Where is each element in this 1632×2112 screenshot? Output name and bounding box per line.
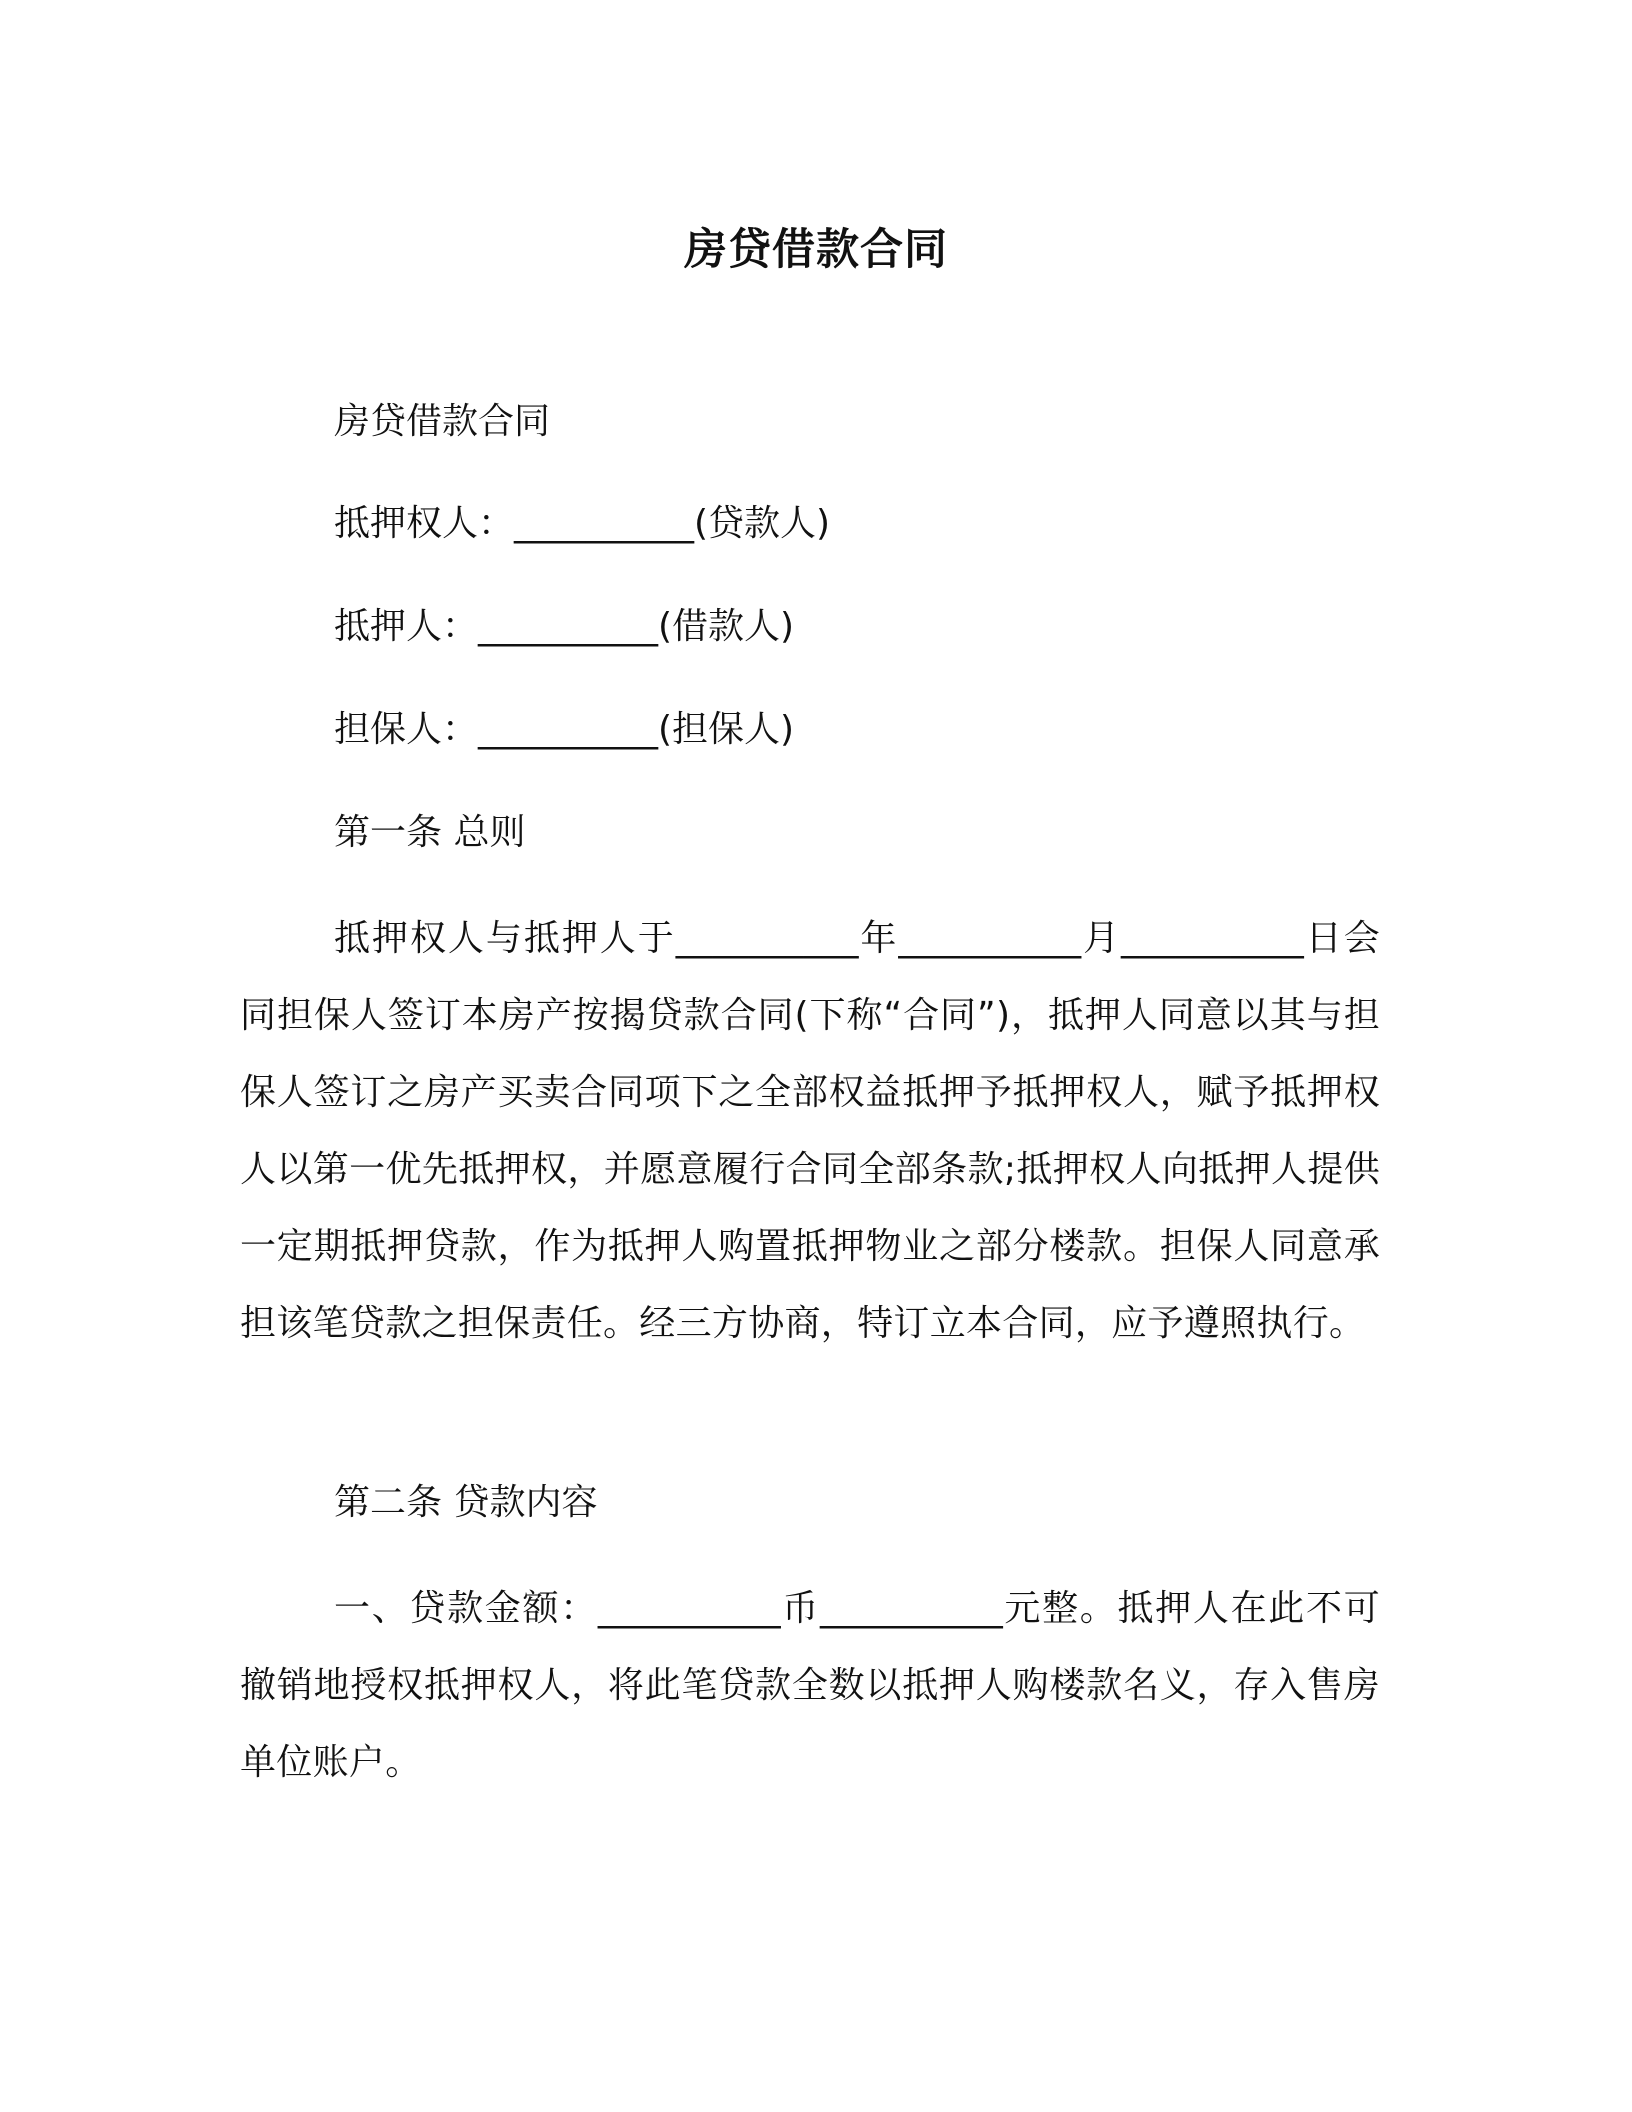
blank-field: __________ <box>478 606 659 647</box>
document-subtitle: 房贷借款合同 <box>334 401 551 442</box>
party-guarantor <box>334 706 794 754</box>
party-label: 担保人： <box>334 709 479 750</box>
article-2-heading: 第二条 贷款内容 <box>334 1482 598 1523</box>
party-role: (借款人) <box>658 606 795 647</box>
party-mortgagor <box>334 603 794 651</box>
party-label: 抵押权人： <box>334 503 515 544</box>
blank-field: __________ <box>478 709 659 750</box>
party-role: (担保人) <box>658 709 795 750</box>
party-role: (贷款人) <box>694 503 831 544</box>
party-mortgagee <box>334 500 830 548</box>
article-2-item-1: 一、贷款金额：__________币__________元整。抵押人在此不可撤销地授权抵押权人，将此笔贷款全数以抵押人购楼款名义，存入售房单位账户。 <box>240 1588 1380 1783</box>
article-1-heading: 第一条 总则 <box>334 812 526 853</box>
document-title: 房贷借款合同 <box>684 225 948 275</box>
party-label: 抵押人： <box>334 606 479 647</box>
article-1-body: 抵押权人与抵押人于__________年__________月__________日会同担保人签订本房产按揭贷款合同(下称“合同”)，抵押人同意以其与担保人签订之房产买卖合同项下之全部权益抵押予抵押权人，赋予抵押权人以第一优先抵押权，并愿意履行合同全部条款;抵押权人向抵押人提供一定期抵押贷款，作为抵押人购置抵押物业之部分楼款。担保人同意承担该笔贷款之担保责任。经三方协商，特订立本合同，应予遵照执行。 <box>240 918 1380 1344</box>
blank-field: __________ <box>514 503 695 544</box>
